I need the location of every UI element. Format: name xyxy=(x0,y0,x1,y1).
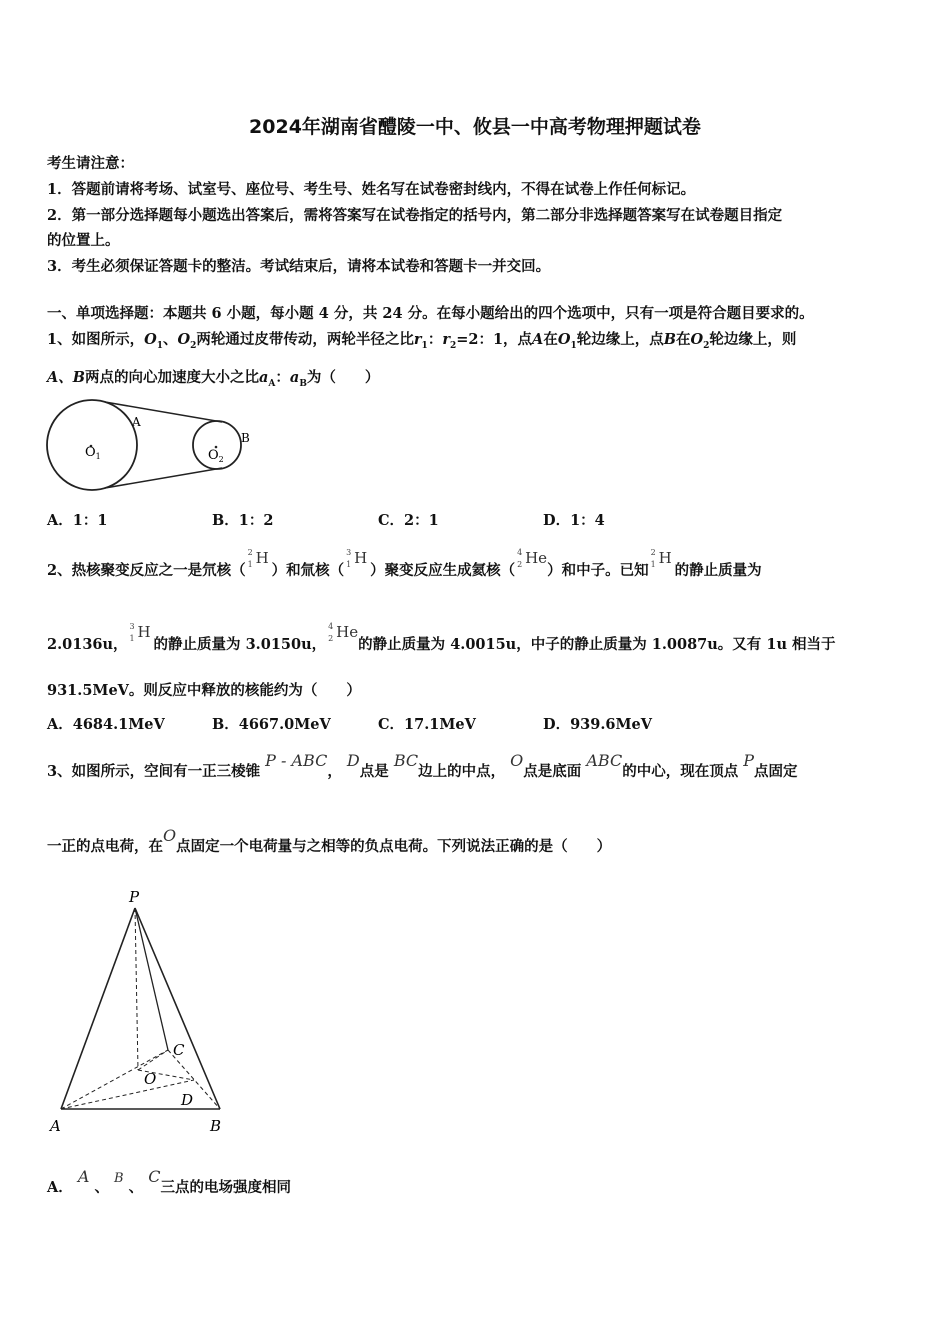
q1-line-1: 1、如图所示，$O_1$、$O_2$两轮通过皮带传动，两轮半径之比$r_1$：$r_2=2$：1，点A在$O_1$轮边缘上，点B在$O_2$轮边缘上，则 xyxy=(47,331,797,351)
q2-option-a: A．4684.1MeV xyxy=(47,716,165,733)
edge-pc xyxy=(135,908,168,1050)
fig3-label-o: O xyxy=(144,1070,157,1088)
pyramid-figure xyxy=(44,880,244,1140)
notice-item-2b: 的位置上。 xyxy=(47,232,120,249)
fig3-label-p: P xyxy=(129,888,140,906)
nuclide-h2-2: 2 1 H xyxy=(650,548,672,569)
edge-pa xyxy=(61,908,135,1109)
q3-option-a: A． A 、 B 、 C三点的电场强度相同 xyxy=(47,1167,291,1196)
section-heading: 一、单项选择题：本题共 6 小题，每小题 4 分，共 24 分。在每小题给出的四个选项中，只有一项是符合题目要求的。 xyxy=(47,305,814,322)
fig1-label-o2: $O_2$ xyxy=(208,448,224,464)
fig3-label-b: B xyxy=(210,1117,222,1135)
fig1-label-a: A xyxy=(132,415,141,429)
fig1-label-o1: $O_1$ xyxy=(85,445,101,461)
q2-line-2: 2.0136u， 3 1 H 的静止质量为 3.0150u， 4 2 He 的静止质量为 4.0015u，中子的静止质量为 1.0087u。又有 1u 相当于 xyxy=(47,622,836,653)
fig3-label-d: D xyxy=(181,1091,194,1109)
q2-line-3: 931.5MeV。则反应中释放的核能约为（ ） xyxy=(47,682,361,699)
q2-option-d: D．939.6MeV xyxy=(543,716,653,733)
segment-po xyxy=(135,908,138,1070)
notice-item-3: 3．考生必须保证答题卡的整洁。考试结束后，请将本试卷和答题卡一并交回。 xyxy=(47,258,551,275)
notice-item-2a: 2．第一部分选择题每小题选出答案后，需将答案写在试卷指定的括号内，第二部分非选择题答案写在试卷题目指定 xyxy=(47,207,783,224)
segment-oc xyxy=(138,1050,168,1070)
q1-line-2: A、B两点的向心加速度大小之比$a_A$：$a_B$为（ ） xyxy=(47,369,380,389)
fig1-label-b: B xyxy=(241,431,250,445)
nuclide-he4: 4 2 He xyxy=(517,548,548,569)
nuclide-he4-2: 4 2 He xyxy=(328,622,359,643)
q1-option-d: D．1：4 xyxy=(543,512,605,529)
fig3-label-a: A xyxy=(50,1117,61,1135)
nuclide-h3-2: 3 1 H xyxy=(129,622,151,643)
q2-option-b: B．4667.0MeV xyxy=(212,716,331,733)
page-title: 2024年湖南省醴陵一中、攸县一中高考物理押题试卷 xyxy=(249,116,701,138)
q3-line-2: 一正的点电荷，在O点固定一个电荷量与之相等的负点电荷。下列说法正确的是（ ） xyxy=(47,826,612,855)
q1-option-b: B．1：2 xyxy=(212,512,274,529)
q3-line-1: 3、如图所示，空间有一正三棱锥 P - ABC， D点是 BC边上的中点， O点是底面 ABC的中心，现在顶点 P点固定 xyxy=(47,751,798,780)
notice-item-1: 1．答题前请将考场、试室号、座位号、考生号、姓名写在试卷密封线内，不得在试卷上作任何标记。 xyxy=(47,181,696,198)
nuclide-h3: 3 1 H xyxy=(346,548,368,569)
q2-line-1: 2、热核聚变反应之一是氘核（ 2 1 H ）和氚核（ 3 1 H ）聚变反应生成氦核（ 4 2 He ）和中子。已知 2 1 H 的静止质量为 xyxy=(47,548,762,579)
belt-pulley-figure xyxy=(44,398,264,493)
q1-option-c: C．2：1 xyxy=(378,512,439,529)
notice-heading: 考生请注意： xyxy=(47,155,134,172)
nuclide-h2: 2 1 H xyxy=(247,548,269,569)
fig3-label-c: C xyxy=(173,1041,185,1059)
segment-ad xyxy=(61,1080,194,1109)
q2-option-c: C．17.1MeV xyxy=(378,716,476,733)
q1-option-a: A．1：1 xyxy=(47,512,108,529)
